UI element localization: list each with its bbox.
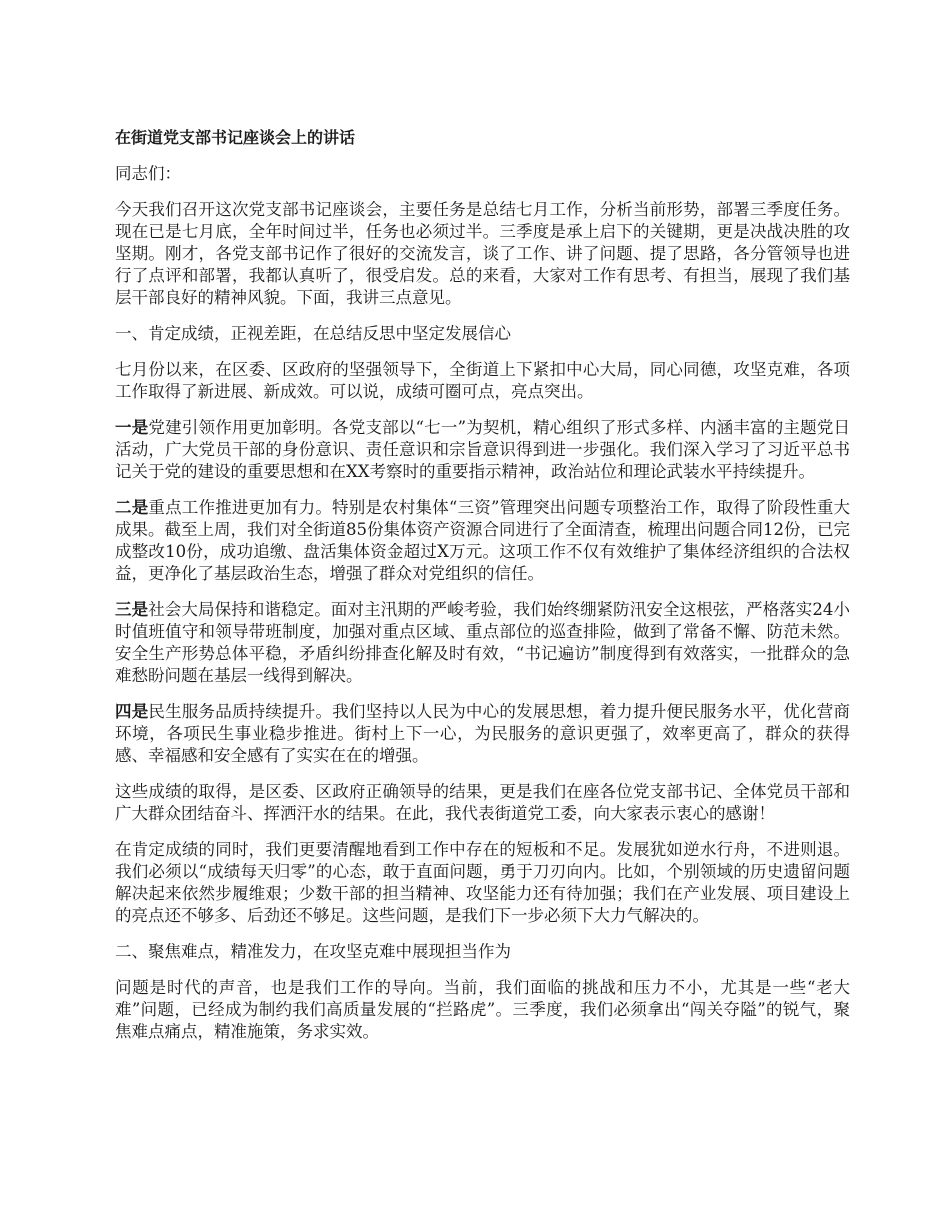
- item-text: 党建引领作用更加彰明。各党支部以“七一”为契机，精心组织了形式多样、内涵丰富的主题党日活动，广大党员干部的身份意识、责任意识和宗旨意识得到进一步强化。我们深入学习了习近平总书记关于党的建设的重要思想和在XX考察时的重要指示精神，政治站位和理论武装水平持续提升。: [115, 418, 851, 481]
- achievement-item: [115, 497, 850, 585]
- section-2-heading: 二、聚焦难点，精准发力，在攻坚克难中展现担当作为: [115, 942, 511, 961]
- section-1-heading: 一、肯定成绩，正视差距，在总结反思中坚定发展信心: [115, 324, 511, 343]
- section-1-paragraph: 七月份以来，在区委、区政府的坚强领导下，全街道上下紧扣中心大局，同心同德，攻坚克难，各项工作取得了新进展、新成效。可以说，成绩可圈可点，亮点突出。: [115, 360, 850, 401]
- item-lead: 二是: [115, 498, 149, 517]
- item-lead: 一是: [115, 418, 149, 437]
- shortcomings-paragraph: 在肯定成绩的同时，我们更要清醒地看到工作中存在的短板和不足。发展犹如逆水行舟，不进则退。我们必须以“成绩每天归零”的心态，敢于直面问题，勇于刀刃向内。比如，个别领域的历史遗留问题解决起来依然步履维艰；少数干部的担当精神、攻坚能力还有待加强；我们在产业发展、项目建设上的亮点还不够多、后劲还不够足。这些问题，是我们下一步必须下大力气解决的。: [115, 840, 850, 925]
- intro-paragraph: 今天我们召开这次党支部书记座谈会，主要任务是总结七月工作，分析当前形势，部署三季度任务。现在已是七月底，全年时间过半，任务也必须过半。三季度是承上启下的关键期，更是决战决胜的攻坚期。刚才，各党支部书记作了很好的交流发言，谈了工作、讲了问题、提了思路，各分管领导也进行了点评和部署，我都认真听了，很受启发。总的来看，大家对工作有思考、有担当，展现了我们基层干部良好的精神风貌。下面，我讲三点意见。: [115, 200, 850, 307]
- thanks-paragraph: 这些成绩的取得，是区委、区政府正确领导的结果，更是我们在座各位党支部书记、全体党员干部和广大群众团结奋斗、挥洒汗水的结果。在此，我代表街道党工委，向大家表示衷心的感谢！: [115, 782, 850, 823]
- item-text: 社会大局保持和谐稳定。面对主汛期的严峻考验，我们始终绷紧防汛安全这根弦，严格落实24小时值班值守和领导带班制度，加强对重点区域、重点部位的巡查排险，做到了常备不懈、防范未然。安全生产形势总体平稳，矛盾纠纷排查化解及时有效，“书记遍访”制度得到有效落实，一批群众的急难愁盼问题在基层一线得到解决。: [115, 600, 851, 685]
- item-lead: 四是: [115, 702, 149, 721]
- achievement-item: [115, 417, 850, 483]
- item-text: 重点工作推进更加有力。特别是农村集体“三资”管理突出问题专项整治工作，取得了阶段性重大成果。截至上周，我们对全街道85份集体资产资源合同进行了全面清查，梳理出问题合同12份，已完成整改10份，成功追缴、盘活集体资金超过X万元。这项工作不仅有效维护了集体经济组织的合法权益，更净化了基层政治生态，增强了群众对党组织的信任。: [115, 498, 851, 583]
- item-text: 民生服务品质持续提升。我们坚持以人民为中心的发展思想，着力提升便民服务水平，优化营商环境，各项民生事业稳步推进。街村上下一心，为民服务的意识更强了，效率更高了，群众的获得感、幸福感和安全感有了实实在在的增强。: [115, 702, 851, 765]
- document-page: [115, 127, 850, 1057]
- achievement-item: [115, 701, 850, 767]
- item-lead: 三是: [115, 600, 149, 619]
- document-title: 在街道党支部书记座谈会上的讲话: [115, 128, 356, 147]
- section-2-paragraph: 问题是时代的声音，也是我们工作的导向。当前，我们面临的挑战和压力不小，尤其是一些“老大难”问题，已经成为制约我们高质量发展的“拦路虎”。三季度，我们必须拿出“闯关夺隘”的锐气，聚焦难点痛点，精准施策，务求实效。: [115, 978, 850, 1041]
- salutation: 同志们：: [115, 164, 181, 183]
- achievement-item: [115, 599, 850, 687]
